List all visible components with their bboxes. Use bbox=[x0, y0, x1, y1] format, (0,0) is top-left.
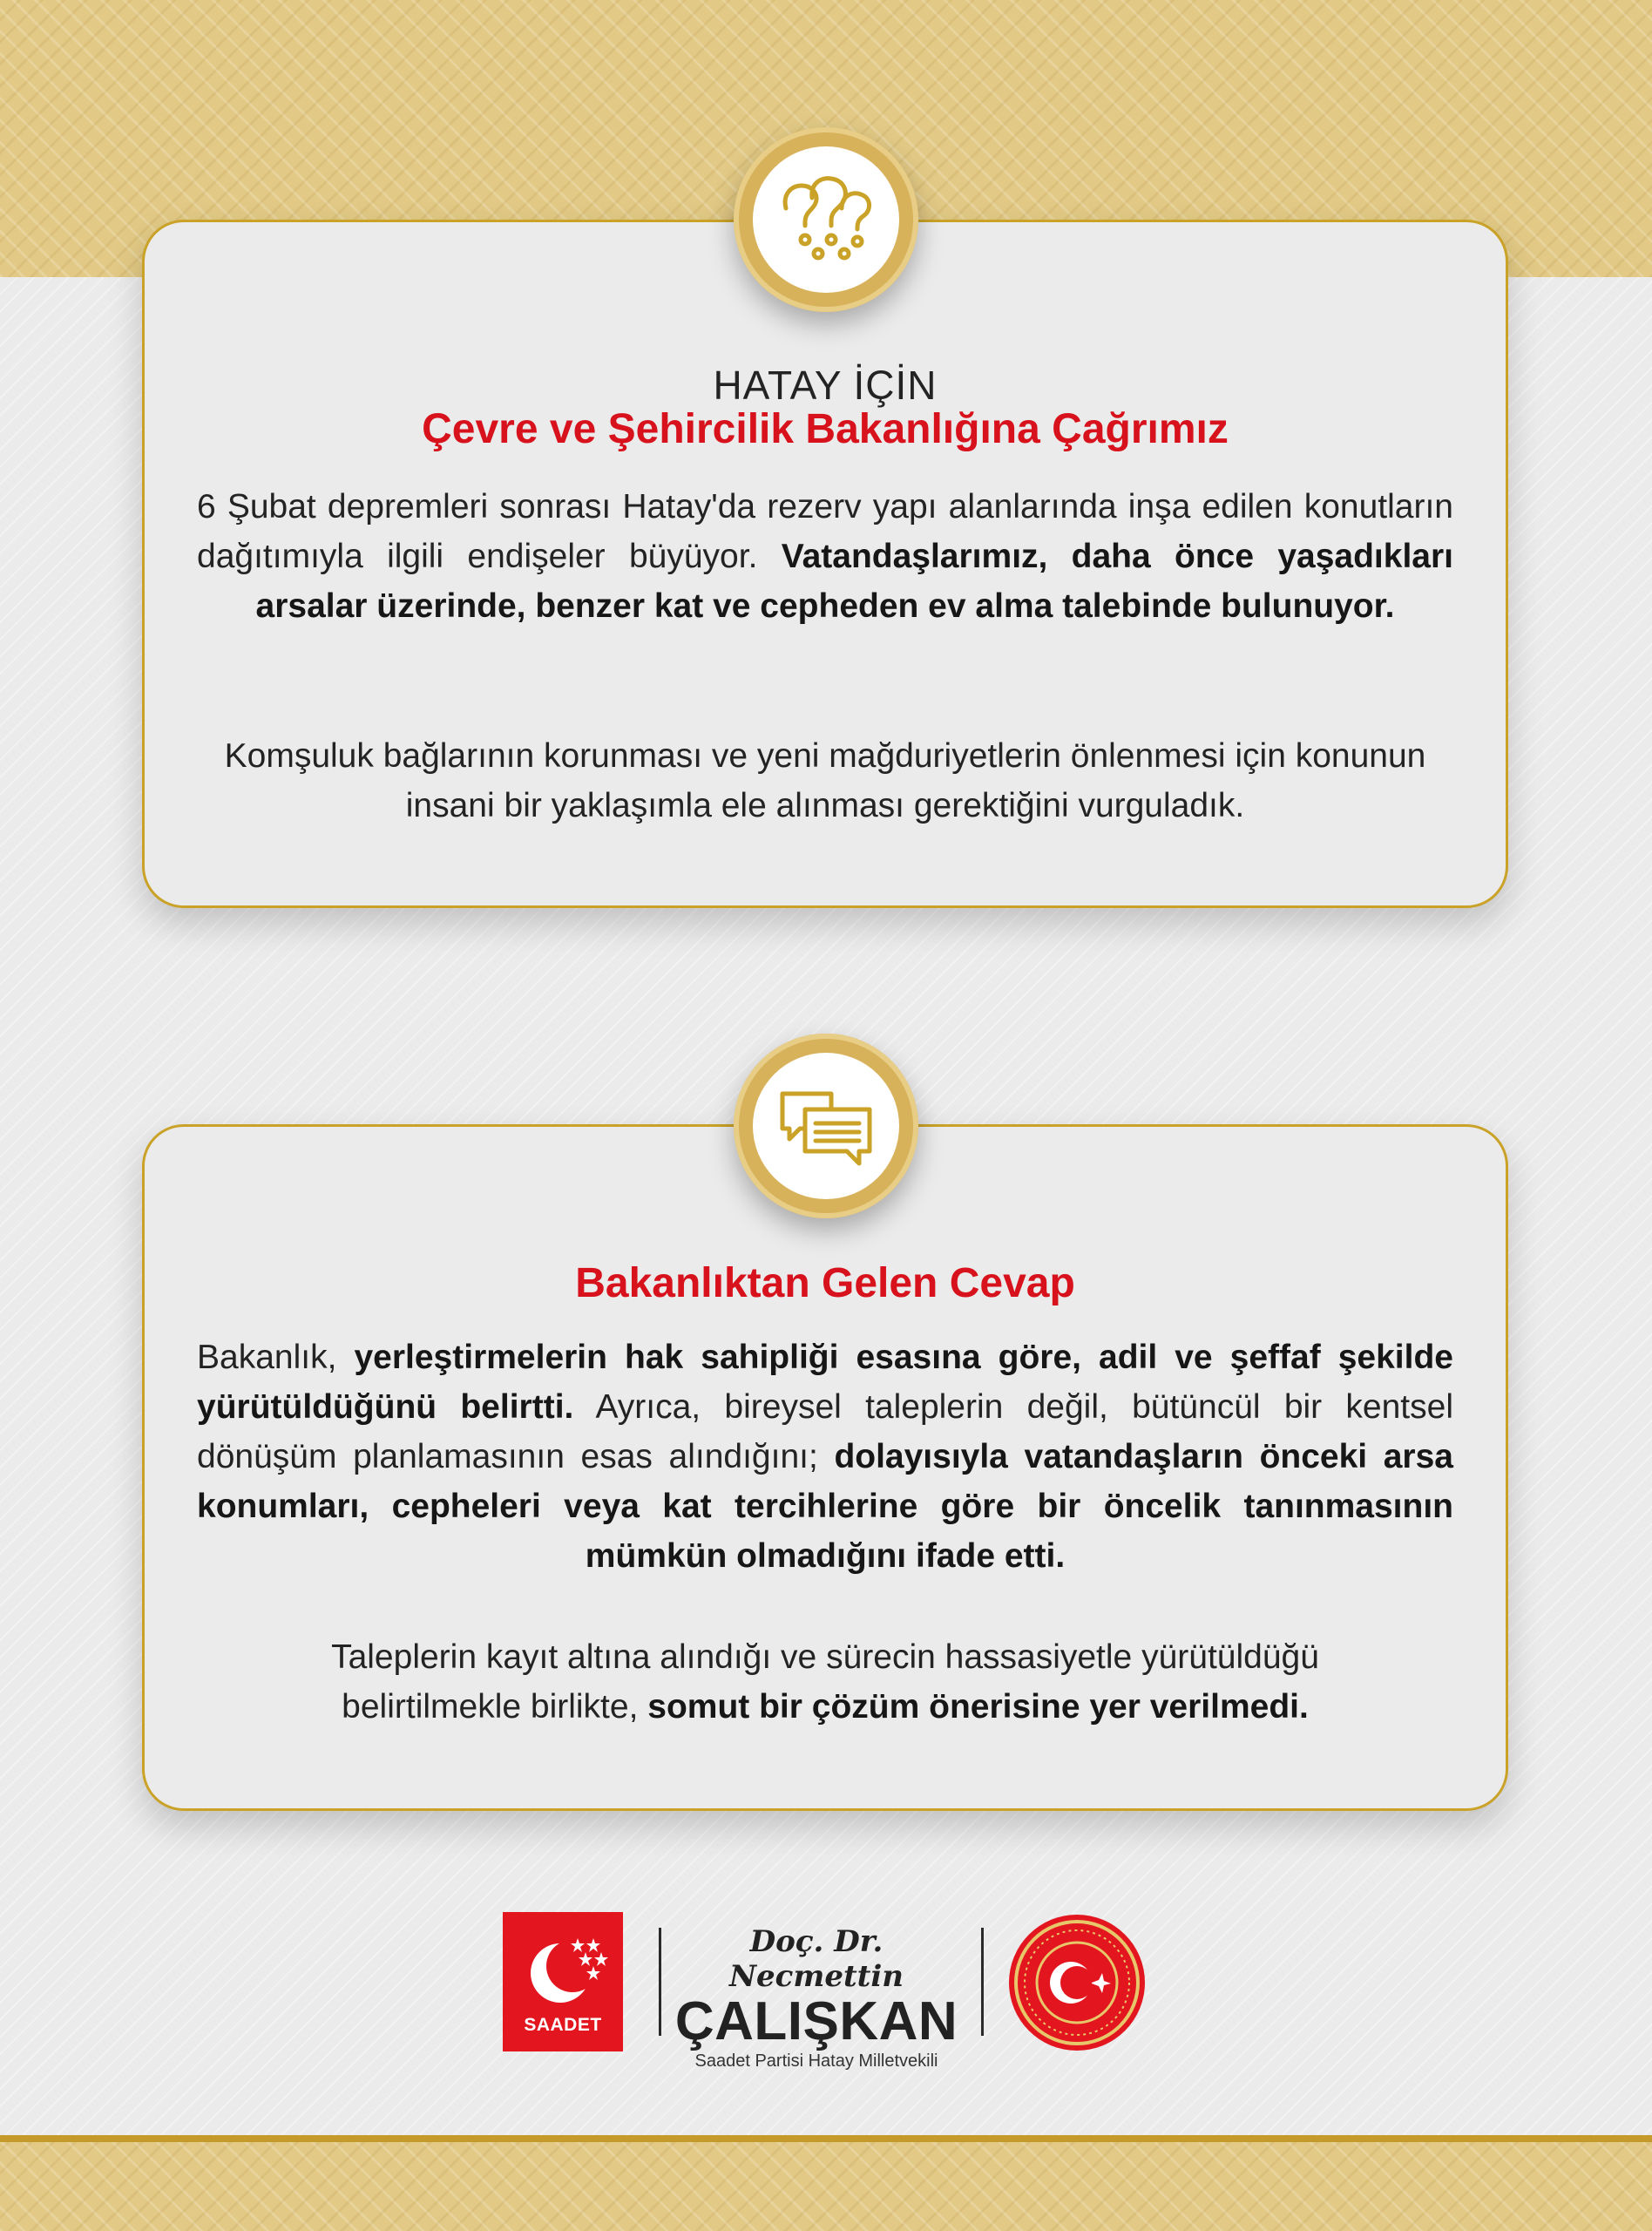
card-title: Çevre ve Şehircilik Bakanlığına Çağrımız bbox=[422, 406, 1229, 452]
divider-right bbox=[981, 1928, 984, 2036]
bottom-gold-band bbox=[0, 2135, 1652, 2231]
response-p1-d: dolayısıyla vatandaşların önceki arsa konumları, cepheleri veya kat tercihlerine göre bir öncelik tanınmasının mümkün olmadığını ifade etti. bbox=[197, 1438, 1453, 1575]
mp-subtitle: Saadet Partisi Hatay Milletvekili bbox=[694, 2051, 938, 2071]
response-p2-b: somut bir çözüm önerisine yer verilmedi. bbox=[647, 1688, 1309, 1726]
mp-name-prefix: Doç. Dr. Necmettin bbox=[728, 1924, 904, 1994]
card-pretitle: HATAY İÇİN bbox=[713, 363, 938, 408]
response-p1-a: Bakanlık, bbox=[197, 1339, 355, 1376]
response-title: Bakanlıktan Gelen Cevap bbox=[575, 1260, 1075, 1306]
call-paragraph-2: Komşuluk bağlarının korunması ve yeni mağduriyetlerin önlenmesi için konunun insani bir yaklaşımla ele alınması gerektiğini vurguladık. bbox=[224, 737, 1426, 824]
mp-name-block bbox=[673, 1924, 960, 2072]
response-card bbox=[142, 1124, 1508, 1811]
question-marks-icon bbox=[774, 172, 878, 268]
mp-name-main: ÇALIŞKAN bbox=[674, 1991, 958, 2051]
crescent-stars-icon bbox=[503, 1919, 623, 2015]
speech-bubbles-icon bbox=[774, 1078, 878, 1174]
response-p1-c: Ayrıca, bireysel taleplerin değil, bütüncül bir kentsel dönüşüm planlamasının esas alındığını; bbox=[197, 1388, 1453, 1475]
response-p1-b: yerleştirmelerin hak sahipliği esasına göre, adil ve şeffaf şekilde yürütüldüğünü belirtti. bbox=[197, 1339, 1453, 1426]
question-badge bbox=[734, 127, 918, 312]
saadet-logo bbox=[503, 1912, 623, 2051]
tbmm-emblem-icon bbox=[1006, 1912, 1148, 2053]
call-paragraph-1-text: 6 Şubat depremleri sonrası Hatay'da rezerv yapı alanlarında inşa edilen konutların dağıtımıyla ilgili endişeler büyüyor. bbox=[197, 488, 1453, 575]
response-paragraph-1 bbox=[197, 1332, 1453, 1581]
call-card bbox=[142, 220, 1508, 908]
call-paragraph-1 bbox=[197, 482, 1453, 631]
saadet-logo-text: SAADET bbox=[524, 2015, 602, 2035]
response-paragraph-2 bbox=[240, 1632, 1410, 1732]
footer bbox=[0, 1912, 1652, 2071]
call-paragraph-1-bold: Vatandaşlarımız, daha önce yaşadıkları arsalar üzerinde, benzer kat ve cepheden ev alma talebinde bulunuyor. bbox=[255, 538, 1453, 625]
speech-badge bbox=[734, 1034, 918, 1218]
response-p2-a: Taleplerin kayıt altına alındığı ve sürecin hassasiyetle yürütüldüğü belirtilmekle birlikte, bbox=[331, 1638, 1319, 1726]
divider-left bbox=[659, 1928, 661, 2036]
